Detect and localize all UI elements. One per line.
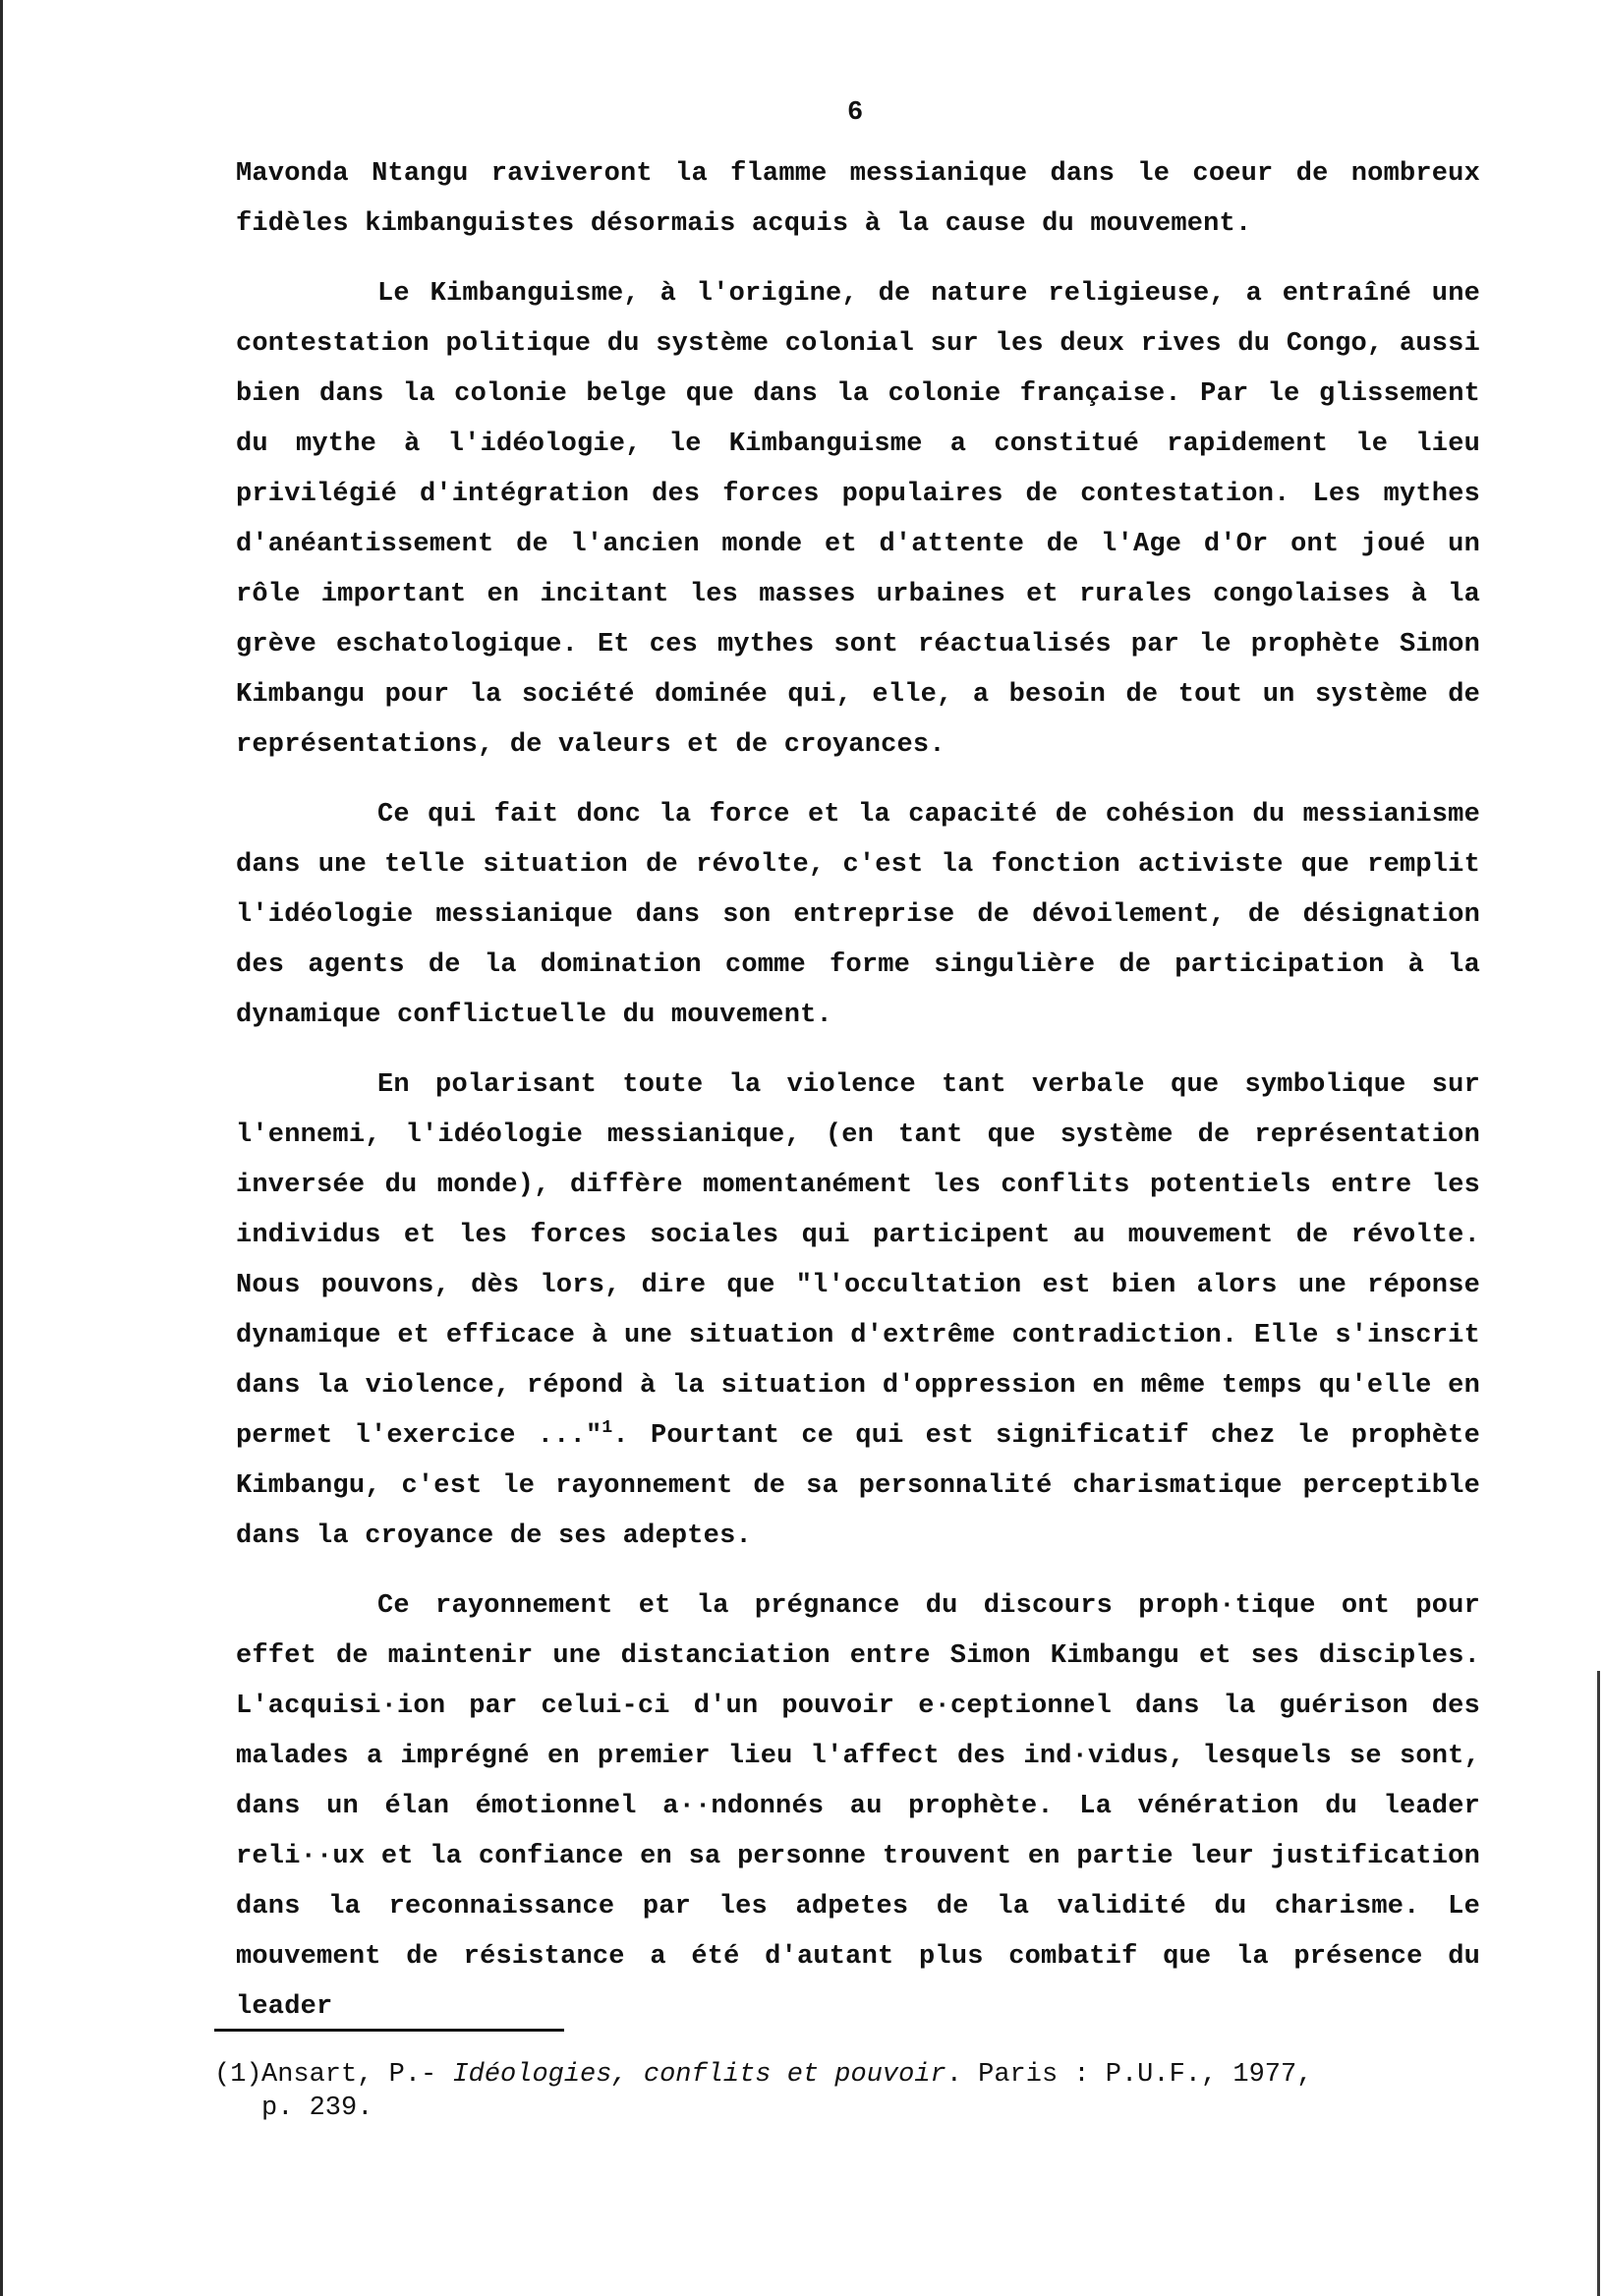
footnote-line-1 <box>214 2058 1394 2092</box>
footnote-title: Idéologies, conflits et pouvoir <box>452 2060 946 2090</box>
paragraph-polarisant-violence <box>236 1061 1480 1562</box>
page-edge-left <box>0 0 3 2296</box>
paragraph-text-after-ref: . Pourtant ce qui est significatif chez le prophète Kimbangu, c'est le rayonnement de sa personnalité charismatique perceptible dans la croyance de ses adeptes. <box>236 1421 1480 1551</box>
footnote-author: Ansart, P.- <box>261 2060 453 2090</box>
page-number: 6 <box>847 98 864 128</box>
page-edge-right <box>1597 1671 1600 2296</box>
footnote-separator <box>214 2029 564 2032</box>
paragraph-kimbanguisme-origine: Le Kimbanguisme, à l'origine, de nature religieuse, a entraîné une contestation politique du système colonial sur les deux rives du Congo, aussi bien dans la colonie belge que dans la colonie française. Par le glissement du mythe à l'idéologie, le Kimbanguisme a constitué rapidement le lieu privilégié d'intégration des forces populaires de contestation. Les mythes d'anéantissement de l'ancien monde et d'attente de l'Age d'Or ont joué un rôle important en incitant les masses urbaines et rurales congolaises à la grève eschatologique. Et ces mythes sont réactualisés par le prophète Simon Kimbangu pour la société dominée qui, elle, a besoin de tout un système de représentations, de valeurs et de croyances. <box>236 279 1480 760</box>
body-text <box>236 149 1480 2033</box>
footnote-marker: (1) <box>214 2060 262 2090</box>
footnote-reference: 1 <box>602 1418 613 1438</box>
footnote <box>214 2058 1394 2125</box>
paragraph-force-cohesion: Ce qui fait donc la force et la capacité de cohésion du messianisme dans une telle situation de révolte, c'est la fonction activiste que remplit l'idéologie messianique dans son entreprise de dévoilement, de désignation des agents de la domination comme forme singulière de participation à la dynamique conflictuelle du mouvement. <box>236 800 1480 1030</box>
paragraph-rayonnement: Ce rayonnement et la prégnance du discours proph·tique ont pour effet de maintenir une distanciation entre Simon Kimbangu et ses disciples. L'acquisi·ion par celui-ci d'un pouvoir e·ceptionnel dans la guérison des malades a imprégné en premier lieu l'affect des ind·vidus, lesquels se sont, dans un élan émotionnel a··ndonnés au prophète. La vénération du leader reli··ux et la confiance en sa personne trouvent en partie leur justification dans la reconnaissance par les adpetes de la validité du charisme. Le mouvement de résistance a été d'autant plus combatif que la présence du leader <box>236 1591 1480 2022</box>
footnote-pages: p. 239. <box>261 2094 373 2123</box>
paragraph-continuation: Mavonda Ntangu raviveront la flamme messianique dans le coeur de nombreux fidèles kimbanguistes désormais acquis à la cause du mouvement. <box>236 159 1480 239</box>
footnote-publisher: . Paris : P.U.F., 1977, <box>945 2060 1313 2090</box>
paragraph-text-before-ref: En polarisant toute la violence tant verbale que symbolique sur l'ennemi, l'idéologie messianique, (en tant que système de représentation inversée du monde), diffère momentanément les conflits potentiels entre les individus et les forces sociales qui participent au mouvement de révolte. Nous pouvons, dès lors, dire que "l'occultation est bien alors une réponse dynamique et efficace à une situation d'extrême contradiction. Elle s'inscrit dans la violence, répond à la situation d'oppression en même temps qu'elle en permet l'exercice ..." <box>236 1070 1480 1451</box>
